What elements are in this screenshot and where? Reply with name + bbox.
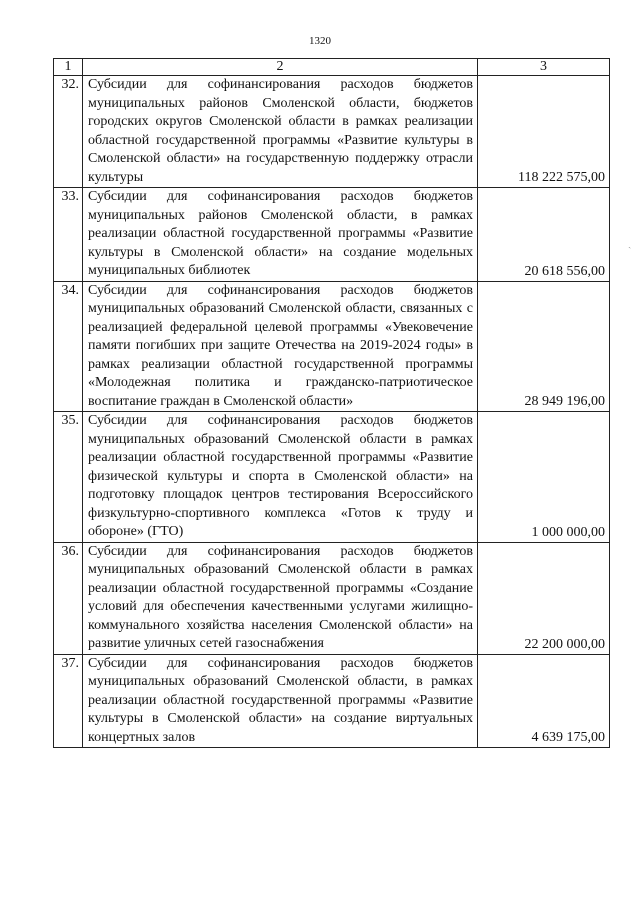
row-description: Субсидии для софинансирования расходов бюджетов муниципальных образований Смоленской области, в рамках реализации областной государственной программы «Развитие культуры в Смоленской области» на создание виртуальных концертных залов <box>83 654 478 748</box>
table-row <box>54 412 610 543</box>
row-number: 37. <box>54 654 83 748</box>
row-description: Субсидии для софинансирования расходов бюджетов муниципальных районов Смоленской области, бюджетов городских округов Смоленской области в рамках реализации областной государственной программы «Развитие культуры в Смоленской области» на государственную поддержку отрасли культуры <box>83 76 478 188</box>
row-description: Субсидии для софинансирования расходов бюджетов муниципальных образований Смоленской области в рамках реализации областной государственной программы «Развитие физической культуры и спорта в Смоленской области» на подготовку площадок центров тестирования Всероссийского физкультурно-спортивного комплекса «Готов к труду и обороне» (ГТО) <box>83 412 478 543</box>
row-number: 36. <box>54 542 83 654</box>
header-col-1: 1 <box>54 59 83 76</box>
table-row <box>54 76 610 188</box>
row-amount: 22 200 000,00 <box>478 542 610 654</box>
row-description: Субсидии для софинансирования расходов бюджетов муниципальных образований Смоленской области, связанных с реализацией федеральной целевой программы «Увековечение памяти погибших при защите Отечества на 2019-2024 годы» в рамках реализации областной государственной программы «Молодежная политика и гражданско-патриотическое воспитание граждан в Смоленской области» <box>83 281 478 412</box>
row-amount: 28 949 196,00 <box>478 281 610 412</box>
table-row <box>54 281 610 412</box>
table-row <box>54 188 610 282</box>
header-col-2: 2 <box>83 59 478 76</box>
row-number: 33. <box>54 188 83 282</box>
row-number: 34. <box>54 281 83 412</box>
subsidy-table <box>53 58 610 748</box>
header-col-3: 3 <box>478 59 610 76</box>
row-number: 35. <box>54 412 83 543</box>
row-description: Субсидии для софинансирования расходов бюджетов муниципальных образований Смоленской области в рамках реализации областной государственной программы «Создание условий для обеспечения качественными услугами жилищно-коммунального хозяйства населения Смоленской области» на развитие уличных сетей газоснабжения <box>83 542 478 654</box>
table-header-row <box>54 59 610 76</box>
row-amount: 118 222 575,00 <box>478 76 610 188</box>
row-amount: 20 618 556,00 <box>478 188 610 282</box>
row-amount: 4 639 175,00 <box>478 654 610 748</box>
row-number: 32. <box>54 76 83 188</box>
row-amount: 1 000 000,00 <box>478 412 610 543</box>
row-description: Субсидии для софинансирования расходов бюджетов муниципальных районов Смоленской области, в рамках реализации областной государственной программы «Развитие культуры в Смоленской области» на создание модельных муниципальных библиотек <box>83 188 478 282</box>
page-number: 1320 <box>309 35 331 47</box>
table-row <box>54 654 610 748</box>
scan-mark: ˏ <box>628 238 632 249</box>
table-row <box>54 542 610 654</box>
